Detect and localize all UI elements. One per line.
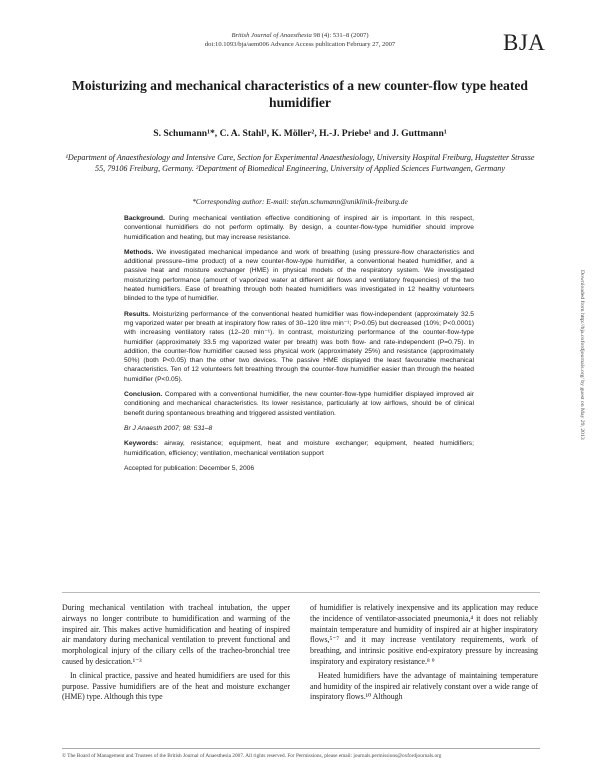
abstract — [124, 214, 474, 479]
body-column-left — [62, 603, 290, 703]
abstract-results — [124, 310, 474, 384]
corresponding-author: *Corresponding author: E-mail: stefan.schumann@uniklinik-freiburg.de — [192, 197, 408, 206]
abstract-methods — [124, 248, 474, 304]
keywords-label: Keywords: — [124, 440, 159, 448]
abstract-background — [124, 214, 474, 242]
body-paragraph: During mechanical ventilation with tracheal intubation, the upper airways no longer contribute to humidification and warming of the inspired air. This makes active humidification and heating of inspired air mandatory during mechanical ventilation to prevent functional and morphological injury of the ciliary cells of the tracheo-bronchial tree caused by desiccation.¹⁻³ — [62, 603, 290, 666]
keywords-text: airway, resistance; equipment, heat and moisture exchanger; equipment, heated humidifiers; humidification, efficiency; ventilation, mechanical ventilation support — [124, 440, 474, 457]
accepted-date: Accepted for publication: December 5, 2006 — [124, 464, 255, 472]
affiliations: ¹Department of Anaesthesiology and Intensive Care, Section for Experimental Anaesthesiology, University Hospital Freiburg, Hugstetter Strasse 55, 79106 Freiburg, Germany. ²Department of Biomedical Engineering, University of Applied Sciences Furtwangen, Germany — [65, 153, 535, 173]
author-list: S. Schumann¹*, C. A. Stahl¹, K. Möller², H.-J. Priebe¹ and J. Guttmann¹ — [153, 128, 447, 139]
body-paragraph: of humidifier is relatively inexpensive and its application may reduce the incidence of ventilator-associated pneumonia,⁴ it does not reliably maintain temperature and humidity of inspired air at higher inspiratory flows,⁵⁻⁷ and it may increase ventilatory requirements, work of breathing, and intrinsic positive end-expiratory pressure by increasing inspiratory and expiratory resistance.⁸ ⁹ — [310, 603, 538, 666]
footer-divider — [62, 748, 540, 749]
keywords — [124, 439, 474, 458]
methods-text: We investigated mechanical impedance and work of breathing (using pressure-flow characteristics and additional pressure–time product) of a new counter-flow-type humidifier, a conventional heated humidifier, and a passive heat and moisture exchanger (HME) in physical models of the respiratory system. We investigated moisturizing performance (amount of vaporized water at different air flows and ventilatory frequencies) of the two heated humidifiers. Ease of breathing through both heated humidifiers was investigated in 12 healthy volunteers blinded to the type of humidifier. — [124, 248, 474, 303]
article-title: Moisturizing and mechanical characteristics of a new counter-flow type heated humidifier — [72, 78, 528, 110]
background-label: Background. — [124, 215, 165, 222]
journal-doi-line: doi:10.1093/bja/aem006 Advance Access publication February 27, 2007 — [204, 40, 396, 48]
download-note-text[interactable]: Downloaded from http://bja.oxfordjournals.org/ by guest on May 29, 2013 — [579, 270, 585, 440]
body-paragraph: Heated humidifiers have the advantage of maintaining temperature and humidity of the inspired air relatively constant over a wide range of inspiratory flows.¹⁰ Although — [310, 670, 538, 702]
journal-volume: 98 (4): 531–8 (2007) — [313, 32, 369, 39]
journal-logo: BJA — [503, 30, 546, 55]
results-label: Results. — [124, 310, 151, 318]
section-divider — [62, 592, 540, 593]
background-text: During mechanical ventilation effective conditioning of inspired air is important. In this respect, conventional humidifiers do not perform optimally. By design, a counter-flow-type humidifier should improve humidification and heating, but may increase resistance. — [124, 215, 474, 241]
methods-label: Methods. — [124, 248, 154, 256]
results-text: Moisturizing performance of the conventional heated humidifier was flow-independent (approximately 32.5 mg vaporized water per breath at inspiratory flow rates of 30–120 litre min⁻¹; P>0.05) but decreased (10%; P<0.0001) with increasing ventilatory rates (12–20 min⁻¹). In contrast, moisturizing performance of the counter-flow-type humidifier (approximately 33.5 mg vaporized water per breath) was both flow- and rate-independent (P=0.75). In addition, the counter-flow humidifier caused less physical work (approximately 25%) and resistance (approximately 50%) (both P<0.05) than the other two devices. The passive HME displayed the least favourable mechanical characteristics. Ten of 12 volunteers felt breathing through the counter-flow humidifier easier than through the heated humidifier (P<0.05). — [124, 310, 474, 383]
journal-name: British Journal of Anaesthesia — [231, 32, 312, 39]
download-note — [580, 270, 590, 700]
conclusion-label: Conclusion. — [124, 391, 163, 399]
body-column-right — [310, 603, 538, 703]
body-paragraph: In clinical practice, passive and heated humidifiers are used for this purpose. Passive humidifiers are of the heat and moisture exchanger (HME) type. Although this type — [62, 670, 290, 702]
abstract-citation: Br J Anaesth 2007; 98: 531–8 — [124, 424, 213, 432]
copyright-footer: © The Board of Management and Trustees of the British Journal of Anaesthesia 2007. All rights reserved. For Permissions, please email: journals.permissions@oxfordjournals.org — [62, 753, 442, 759]
conclusion-text: Compared with a conventional humidifier, the new counter-flow-type humidifier displayed improved air conditioning and mechanical characteristics. Its lower resistance, particularly at low airflows, should be of clinical benefit during spontaneous breathing and triggered assisted ventilation. — [124, 391, 474, 417]
abstract-conclusion — [124, 390, 474, 418]
